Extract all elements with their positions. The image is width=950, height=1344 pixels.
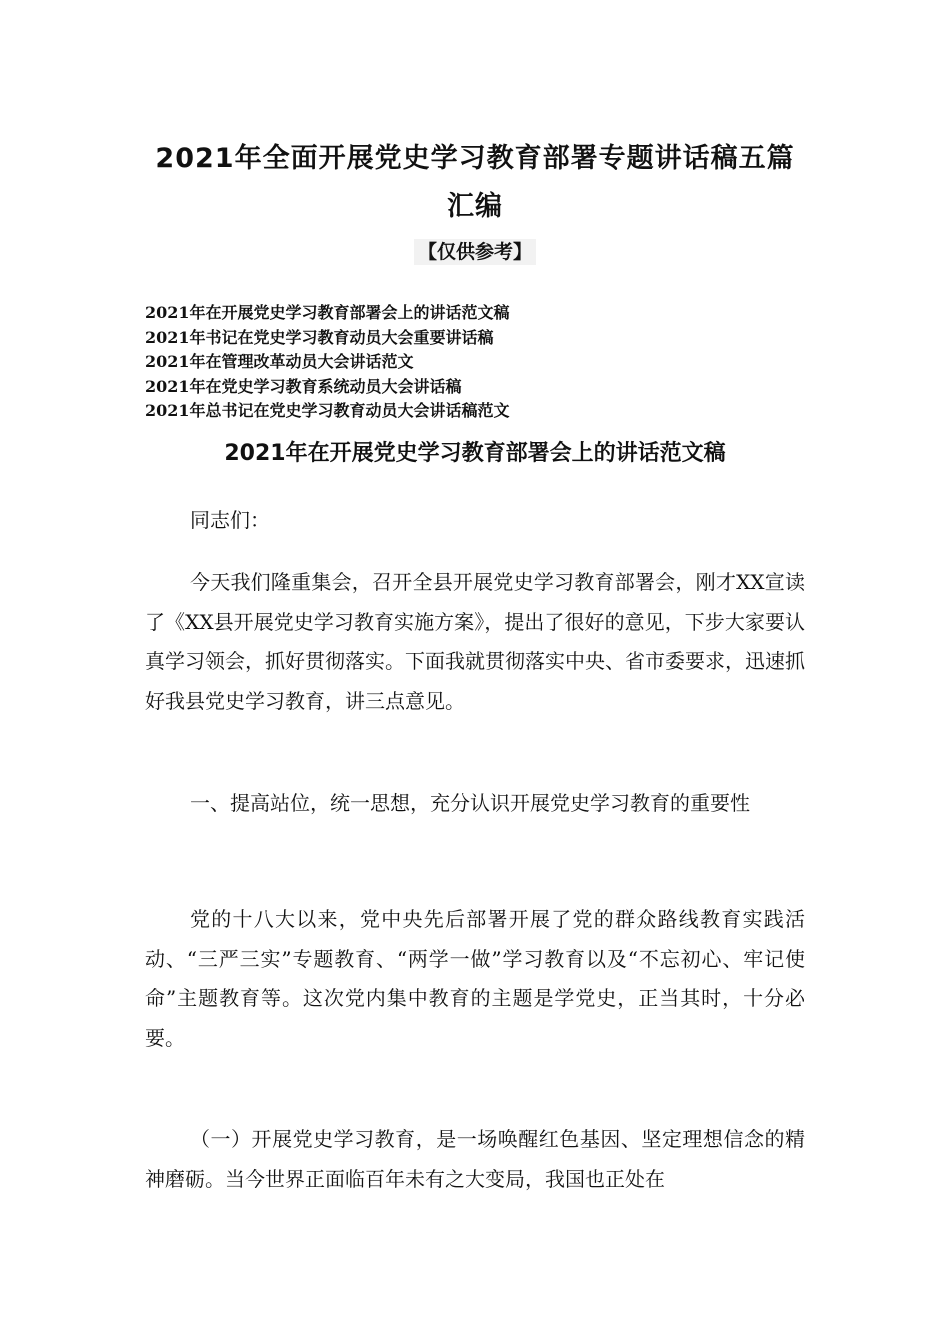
body-paragraph: （一）开展党史学习教育，是一场唤醒红色基因、坚定理想信念的精神磨砺。当今世界正面临百年未有之大变局，我国也正处在	[145, 1127, 805, 1191]
document-title-continued: 汇编	[447, 191, 503, 222]
body-paragraph: 党的十八大以来，党中央先后部署开展了党的群众路线教育实践活动、“三严三实”专题教育、“两学一做”学习教育以及“不忘初心、牢记使命”主题教育等。这次党内集中教育的主题是学党史，正当其时，十分必要。	[145, 907, 805, 1050]
reference-note	[0, 237, 950, 264]
salutation: 同志们：	[190, 508, 270, 532]
table-of-contents	[145, 301, 510, 424]
toc-item: 2021年在开展党史学习教育部署会上的讲话范文稿	[145, 303, 510, 322]
toc-item: 2021年总书记在党史学习教育动员大会讲话稿范文	[145, 401, 510, 420]
body-paragraph: 今天我们隆重集会，召开全县开展党史学习教育部署会，刚才XX宣读了《XX县开展党史学习教育实施方案》，提出了很好的意见，下步大家要认真学习领会，抓好贯彻落实。下面我就贯彻落实中央、省市委要求，迅速抓好我县党史学习教育，讲三点意见。	[145, 570, 805, 713]
reference-note-text: 【仅供参考】	[414, 239, 536, 265]
document-title: 2021年全面开展党史学习教育部署专题讲话稿五篇	[155, 143, 795, 174]
toc-item: 2021年在党史学习教育系统动员大会讲话稿	[145, 376, 462, 396]
section-heading: 一、提高站位，统一思想，充分认识开展党史学习教育的重要性	[190, 791, 750, 815]
toc-item: 2021年书记在党史学习教育动员大会重要讲话稿	[145, 327, 494, 347]
section-title: 2021年在开展党史学习教育部署会上的讲话范文稿	[224, 441, 726, 466]
toc-item: 2021年在管理改革动员大会讲话范文	[145, 352, 414, 371]
